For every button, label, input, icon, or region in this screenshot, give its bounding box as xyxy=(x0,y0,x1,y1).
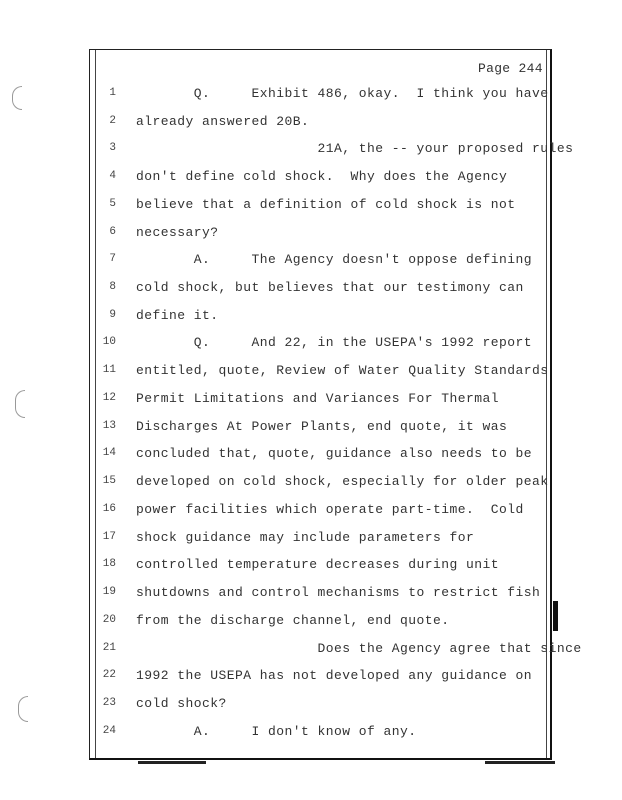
line-number: 9 xyxy=(109,309,116,321)
page-edge-tab xyxy=(553,601,558,631)
transcript-line: cold shock, but believes that our testimony can xyxy=(136,280,524,295)
line-number: 12 xyxy=(102,392,116,404)
transcript-line: Permit Limitations and Variances For Thermal xyxy=(136,391,500,406)
transcript-line: necessary? xyxy=(136,225,219,240)
page-number-header: Page 244 xyxy=(478,61,543,76)
line-number: 5 xyxy=(109,198,116,210)
line-number: 23 xyxy=(102,697,116,709)
line-number: 2 xyxy=(109,115,116,127)
transcript-line: Q. And 22, in the USEPA's 1992 report xyxy=(136,335,533,350)
line-number: 15 xyxy=(102,475,116,487)
transcript-line: shutdowns and control mechanisms to restrict fish xyxy=(136,585,541,600)
line-number: 21 xyxy=(102,642,116,654)
transcript-line: concluded that, quote, guidance also needs to be xyxy=(136,446,533,461)
transcript-line: believe that a definition of cold shock is not xyxy=(136,197,516,212)
line-number: 1 xyxy=(109,87,116,99)
bottom-rule-right xyxy=(485,761,555,764)
transcript-line: controlled temperature decreases during unit xyxy=(136,557,500,572)
transcript-line: A. The Agency doesn't oppose defining xyxy=(136,252,533,267)
line-number: 11 xyxy=(102,364,116,376)
line-number: 20 xyxy=(102,614,116,626)
binder-hole-mark-top xyxy=(12,86,22,110)
transcript-line: A. I don't know of any. xyxy=(136,724,417,739)
line-number: 13 xyxy=(102,420,116,432)
line-number: 18 xyxy=(102,558,116,570)
transcript-line: Does the Agency agree that since xyxy=(136,641,582,656)
line-number: 8 xyxy=(109,281,116,293)
transcript-line: power facilities which operate part-time. Cold xyxy=(136,502,524,517)
line-number: 3 xyxy=(109,142,116,154)
transcript-line: already answered 20B. xyxy=(136,114,310,129)
line-number: 22 xyxy=(102,669,116,681)
line-number: 24 xyxy=(102,725,116,737)
line-number: 4 xyxy=(109,170,116,182)
line-number: 17 xyxy=(102,531,116,543)
transcript-line: define it. xyxy=(136,308,219,323)
line-number: 16 xyxy=(102,503,116,515)
binder-hole-mark-middle xyxy=(15,390,25,418)
line-number: 14 xyxy=(102,447,116,459)
transcript-line: 1992 the USEPA has not developed any guidance on xyxy=(136,668,533,683)
transcript-line: cold shock? xyxy=(136,696,227,711)
line-number: 19 xyxy=(102,586,116,598)
transcript-line: Q. Exhibit 486, okay. I think you have xyxy=(136,86,549,101)
line-number: 10 xyxy=(102,336,116,348)
binder-hole-mark-bottom xyxy=(18,696,28,722)
bottom-rule-left xyxy=(138,761,206,764)
transcript-line: entitled, quote, Review of Water Quality Standards xyxy=(136,363,549,378)
line-number: 6 xyxy=(109,226,116,238)
transcript-line: don't define cold shock. Why does the Agency xyxy=(136,169,508,184)
line-number: 7 xyxy=(109,253,116,265)
transcript-line: developed on cold shock, especially for older peak xyxy=(136,474,549,489)
transcript-line: from the discharge channel, end quote. xyxy=(136,613,450,628)
transcript-line: Discharges At Power Plants, end quote, it was xyxy=(136,419,508,434)
transcript-line: shock guidance may include parameters for xyxy=(136,530,475,545)
transcript-line: 21A, the -- your proposed rules xyxy=(136,141,574,156)
